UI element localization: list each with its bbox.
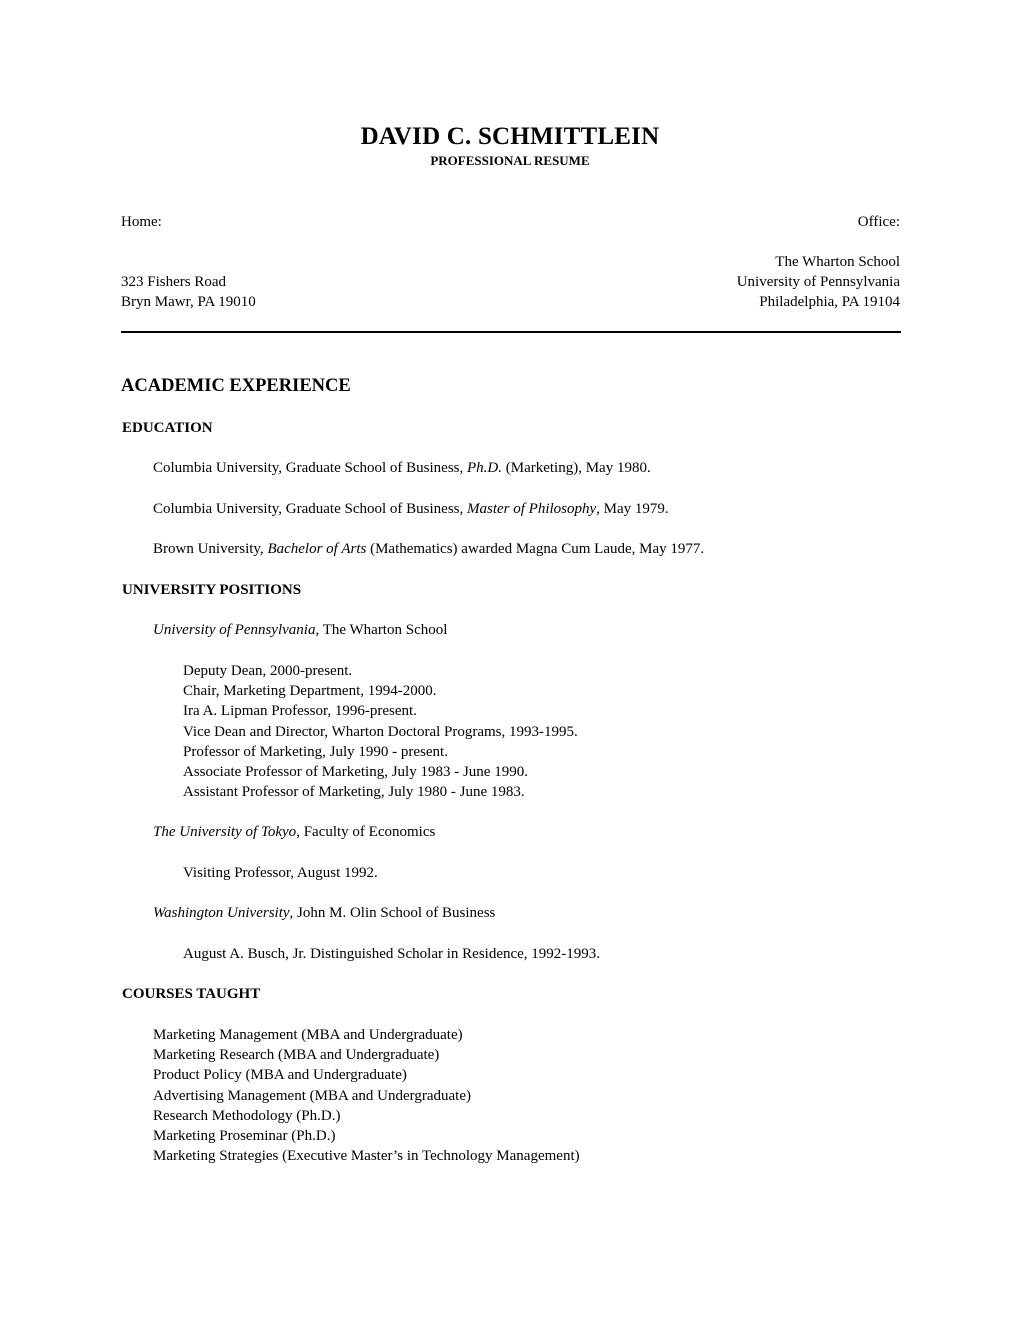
course-item: Marketing Management (MBA and Undergraduate) — [153, 1027, 463, 1043]
role-item: Visiting Professor, August 1992. — [183, 865, 378, 881]
education-degree: Master of Philosophy — [467, 501, 597, 517]
home-address — [121, 272, 256, 312]
course-item: Advertising Management (MBA and Undergraduate) — [153, 1087, 471, 1104]
course-item: Research Methodology (Ph.D.) — [153, 1107, 341, 1124]
education-item-text: (Mathematics) awarded Magna Cum Laude, May 1977. — [366, 541, 705, 557]
course-item: Marketing Research (MBA and Undergraduate) — [153, 1047, 440, 1064]
role-item: Professor of Marketing, July 1990 - present. — [183, 743, 448, 760]
resume-name: DAVID C. SCHMITTLEIN — [360, 123, 660, 150]
course-item: Marketing Strategies (Executive Master’s in Technology Management) — [153, 1148, 580, 1165]
penn-roles-list — [183, 661, 578, 802]
institution-school: , Faculty of Economics — [296, 824, 436, 840]
resume-subtitle: PROFESSIONAL RESUME — [430, 153, 590, 168]
course-item: Marketing Proseminar (Ph.D.) — [153, 1128, 336, 1145]
subsection-courses-taught: COURSES TAUGHT — [122, 986, 261, 1002]
subsection-university-positions: UNIVERSITY POSITIONS — [122, 582, 302, 598]
education-item-text: , May 1979. — [596, 501, 669, 517]
office-address — [737, 252, 900, 313]
education-item — [153, 539, 704, 559]
role-item: Assistant Professor of Marketing, July 1980 - June 1983. — [183, 784, 525, 801]
education-degree: Bachelor of Arts — [267, 541, 367, 557]
education-item-text: Columbia University, Graduate School of Business, — [153, 460, 467, 476]
institution-penn — [153, 620, 447, 640]
home-address-line: Bryn Mawr, PA 19010 — [121, 294, 256, 311]
courses-list — [153, 1025, 580, 1166]
office-address-line: The Wharton School — [775, 254, 900, 270]
home-label: Home: — [121, 214, 162, 230]
office-label: Office: — [857, 214, 900, 230]
role-item: Ira A. Lipman Professor, 1996-present. — [183, 703, 417, 720]
office-address-line: Philadelphia, PA 19104 — [759, 294, 900, 311]
role-item: Deputy Dean, 2000-present. — [183, 663, 353, 679]
institution-name: The University of Tokyo — [153, 824, 297, 840]
education-item — [153, 458, 651, 478]
institution-washington — [153, 903, 495, 923]
institution-name: University of Pennsylvania — [153, 622, 316, 638]
institution-school: , The Wharton School — [315, 622, 448, 638]
header-divider — [121, 331, 901, 333]
institution-name: Washington University — [153, 905, 290, 921]
role-item: Chair, Marketing Department, 1994-2000. — [183, 683, 437, 700]
office-address-line: University of Pennsylvania — [736, 274, 900, 291]
home-address-line: 323 Fishers Road — [121, 274, 226, 290]
education-item-text: Brown University, — [153, 541, 268, 557]
subsection-education: EDUCATION — [122, 420, 213, 436]
role-item: Associate Professor of Marketing, July 1983 - June 1990. — [183, 764, 528, 781]
education-degree: Ph.D. — [467, 460, 502, 476]
education-item-text: Columbia University, Graduate School of Business, — [153, 501, 467, 517]
institution-school: , John M. Olin School of Business — [289, 905, 496, 921]
institution-tokyo — [153, 822, 435, 842]
role-item: Vice Dean and Director, Wharton Doctoral Programs, 1993-1995. — [183, 723, 578, 740]
education-item — [153, 499, 669, 519]
course-item: Product Policy (MBA and Undergraduate) — [153, 1067, 407, 1084]
section-academic-experience: ACADEMIC EXPERIENCE — [121, 376, 351, 396]
role-item: August A. Busch, Jr. Distinguished Scholar in Residence, 1992-1993. — [183, 946, 601, 962]
education-item-text: (Marketing), May 1980. — [502, 460, 651, 476]
